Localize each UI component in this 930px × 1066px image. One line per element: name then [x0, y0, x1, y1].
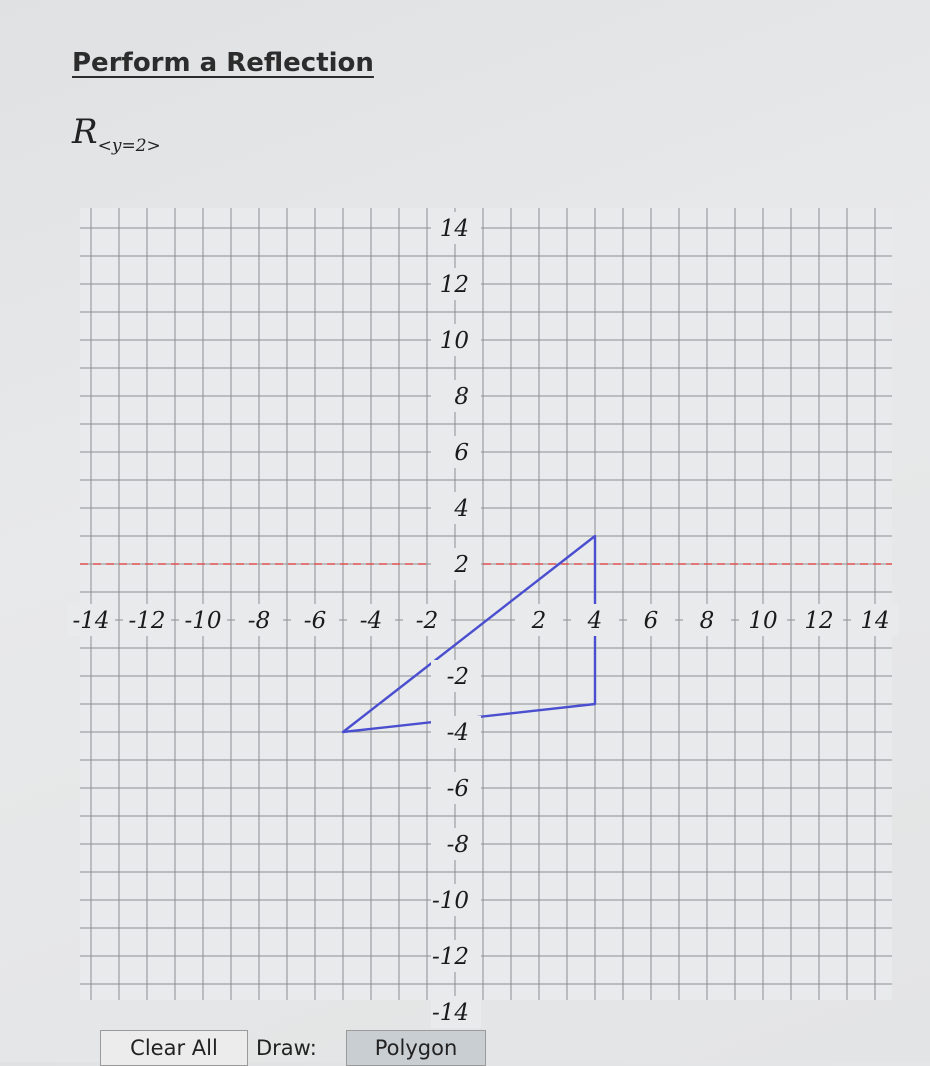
- y-tick-label: -12: [431, 944, 469, 970]
- x-tick-label: -14: [72, 608, 110, 634]
- y-tick-label: -4: [446, 720, 469, 746]
- notation-subscript: <y=2>: [97, 136, 161, 156]
- y-tick-label: -8: [446, 832, 469, 858]
- x-tick-label: -2: [415, 608, 439, 634]
- y-tick-label: 8: [454, 384, 469, 410]
- x-tick-label: 14: [860, 608, 890, 634]
- polygon-mode-button[interactable]: Polygon: [346, 1030, 486, 1066]
- x-tick-label: 8: [699, 608, 715, 634]
- y-tick-label: -2: [446, 664, 469, 690]
- x-tick-label: 4: [587, 608, 603, 634]
- y-tick-label: 6: [454, 440, 469, 466]
- y-tick-label: -6: [446, 776, 469, 802]
- x-tick-label: 10: [748, 608, 778, 634]
- notation-main: R: [72, 112, 98, 152]
- y-tick-label: 4: [454, 496, 469, 522]
- x-tick-label: -12: [128, 608, 166, 634]
- y-tick-label: 10: [439, 328, 469, 354]
- y-tick-label: 14: [439, 216, 469, 242]
- x-tick-label: -6: [303, 608, 327, 634]
- draw-label: Draw:: [256, 1036, 317, 1060]
- x-tick-label: 2: [531, 608, 547, 634]
- x-tick-label: -4: [359, 608, 383, 634]
- x-tick-label: 12: [804, 608, 834, 634]
- y-tick-label: 12: [439, 272, 469, 298]
- x-tick-label: -10: [184, 608, 222, 634]
- x-tick-label: 6: [643, 608, 659, 634]
- x-tick-label: -8: [247, 608, 271, 634]
- y-tick-label: -14: [431, 1000, 469, 1026]
- y-tick-label: 2: [454, 552, 469, 578]
- clear-all-button[interactable]: Clear All: [100, 1030, 248, 1066]
- y-tick-label: -10: [431, 888, 469, 914]
- page-title: Perform a Reflection: [72, 48, 374, 78]
